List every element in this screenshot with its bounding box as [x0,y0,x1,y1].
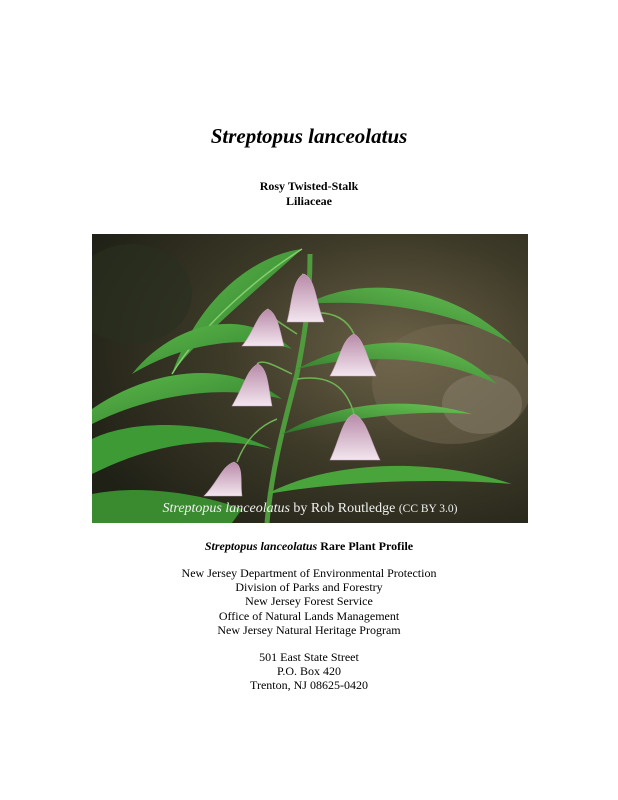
agency-line: New Jersey Natural Heritage Program [217,622,401,637]
address-line: P.O. Box 420 [276,664,341,679]
plant-photo [92,234,528,523]
photo-credit [92,501,528,517]
agency-line: New Jersey Forest Service [245,594,373,609]
document-title: Streptopus lanceolatus [210,124,408,148]
photo-credit-author: by Rob Routledge [293,501,396,516]
agency-line: Division of Parks and Forestry [235,580,383,595]
agency-line: Office of Natural Lands Management [218,608,400,623]
profile-heading-species: Streptopus lanceolatus [204,539,318,553]
common-name: Rosy Twisted-Stalk [259,179,359,193]
address-line: 501 East State Street [259,650,359,664]
plant-photo-illustration [92,234,528,523]
photo-credit-license: (CC BY 3.0) [398,503,458,515]
family-name: Liliaceae [286,194,332,208]
profile-heading-suffix: Rare Plant Profile [320,539,414,553]
profile-heading [0,539,618,554]
mailing-address [0,650,618,693]
agency-line: New Jersey Department of Environmental Protection [181,566,437,580]
photo-credit-species: Streptopus lanceolatus [162,501,290,516]
address-line: Trenton, NJ 08625-0420 [250,678,368,693]
agency-list [0,566,618,637]
